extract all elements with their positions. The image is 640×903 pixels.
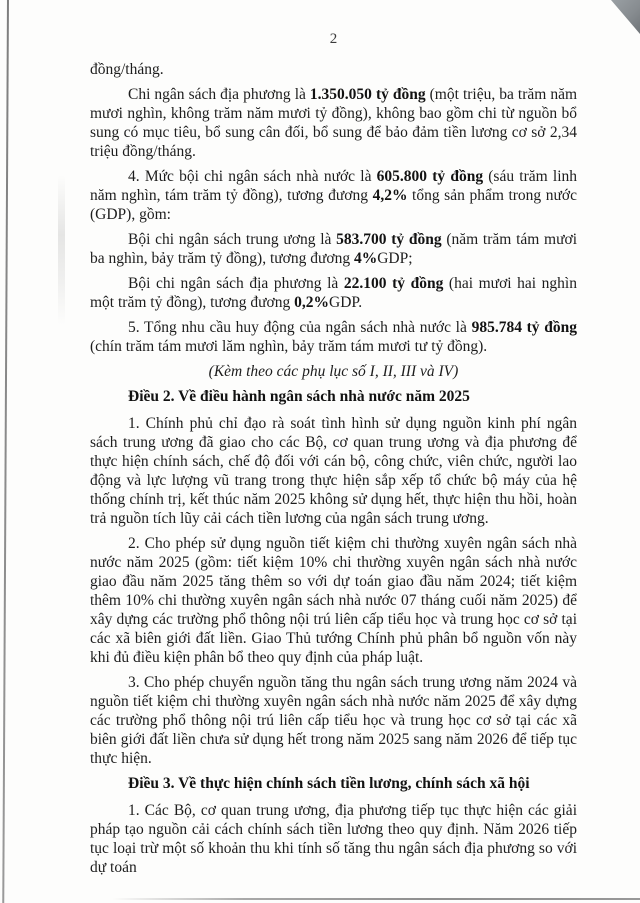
left-scan-edge-line: [2, 0, 8, 903]
page-number: 2: [329, 31, 338, 47]
document-body: [90, 60, 577, 877]
paragraph-item-4-state-deficit: 4. Mức bội chi ngân sách nhà nước là 605.800 tỷ đồng (sáu trăm linh năm nghìn, tám trăm tỷ đồng), tương đương 4,2% tổng sản phẩm trong nước (GDP), gồm:: [90, 168, 578, 223]
paragraph-article3-item-1: 1. Các Bộ, cơ quan trung ương, địa phương tiếp tục thực hiện các giải pháp tạo nguồn cải cách chính sách tiền lương theo quy định. Năm 2026 tiếp tục loại trừ một số khoản thu khi tính số tăng thu ngân sách địa phương so với dự toán: [90, 802, 577, 876]
bottom-scan-edge-line: [112, 898, 640, 900]
paragraph-appendix-note: (Kèm theo các phụ lục số I, II, III và IV): [208, 363, 459, 380]
paragraph-local-budget-spending: Chi ngân sách địa phương là 1.350.050 tỷ đồng (một triệu, ba trăm năm mươi nghìn, không trăm năm mươi tỷ đồng), không bao gồm chi từ nguồn bổ sung có mục tiêu, bổ sung cân đối, bổ sung để bảo đảm tiền lương cơ sở 2,34 triệu đồng/tháng.: [90, 86, 578, 160]
paragraph-item-5-total-borrowing: 5. Tổng nhu cầu huy động của ngân sách nhà nước là 985.784 tỷ đồng (chín trăm tám mươi lăm nghìn, bảy trăm tám mươi tư tỷ đồng).: [90, 319, 578, 355]
paragraph-central-budget-deficit: Bội chi ngân sách trung ương là 583.700 tỷ đồng (năm trăm tám mươi ba nghìn, bảy trăm tỷ đồng), tương đương 4%GDP;: [90, 231, 577, 267]
paragraph-carryover: đồng/tháng.: [90, 61, 164, 78]
paragraph-article2-item-3: 3. Cho phép chuyển nguồn tăng thu ngân sách trung ương năm 2024 và nguồn tiết kiệm chi thường xuyên ngân sách nhà nước năm 2025 để xây dựng các trường phổ thông nội trú liên cấp tiểu học và trung học cơ sở tại các xã biên giới đất liền chưa sử dụng hết trong năm 2025 sang năm 2026 để tiếp tục thực hiện.: [90, 674, 577, 767]
paragraph-article2-item-1: 1. Chính phủ chỉ đạo rà soát tình hình sử dụng nguồn kinh phí ngân sách trung ương đã giao cho các Bộ, cơ quan trung ương và địa phương để thực hiện chính sách, chế độ đối với cán bộ, công chức, viên chức, người lao động và lực lượng vũ trang trong thực hiện sắp xếp tổ chức bộ máy của hệ thống chính trị, kết thúc năm 2025 không sử dụng hết, thực hiện thu hồi, hoàn trả nguồn tích lũy cải cách tiền lương của ngân sách trung ương.: [90, 415, 577, 527]
heading-article-2: Điều 2. Về điều hành ngân sách nhà nước năm 2025: [128, 388, 470, 405]
paragraph-local-budget-deficit: Bội chi ngân sách địa phương là 22.100 tỷ đồng (hai mươi hai nghìn một trăm tỷ đồng), tương đương 0,2%GDP.: [90, 275, 577, 311]
scan-smudge: [58, 175, 65, 325]
paragraph-article2-item-2: 2. Cho phép sử dụng nguồn tiết kiệm chi thường xuyên ngân sách nhà nước năm 2025 (gồm: tiết kiệm 10% chi thường xuyên ngân sách nhà nước giao đầu năm 2025 tăng thêm so với dự toán giao đầu năm 2024; tiết kiệm thêm 10% chi thường xuyên ngân sách nhà nước 07 tháng cuối năm 2025) để xây dựng các trường phổ thông nội trú liên cấp tiểu học và trung học cơ sở tại các xã biên giới đất liền. Giao Thủ tướng Chính phủ phân bổ nguồn vốn này khi đủ điều kiện phân bổ theo quy định của pháp luật.: [90, 535, 577, 666]
heading-article-3: Điều 3. Về thực hiện chính sách tiền lương, chính sách xã hội: [128, 775, 530, 792]
corner-fold-artifact: [611, 0, 640, 34]
